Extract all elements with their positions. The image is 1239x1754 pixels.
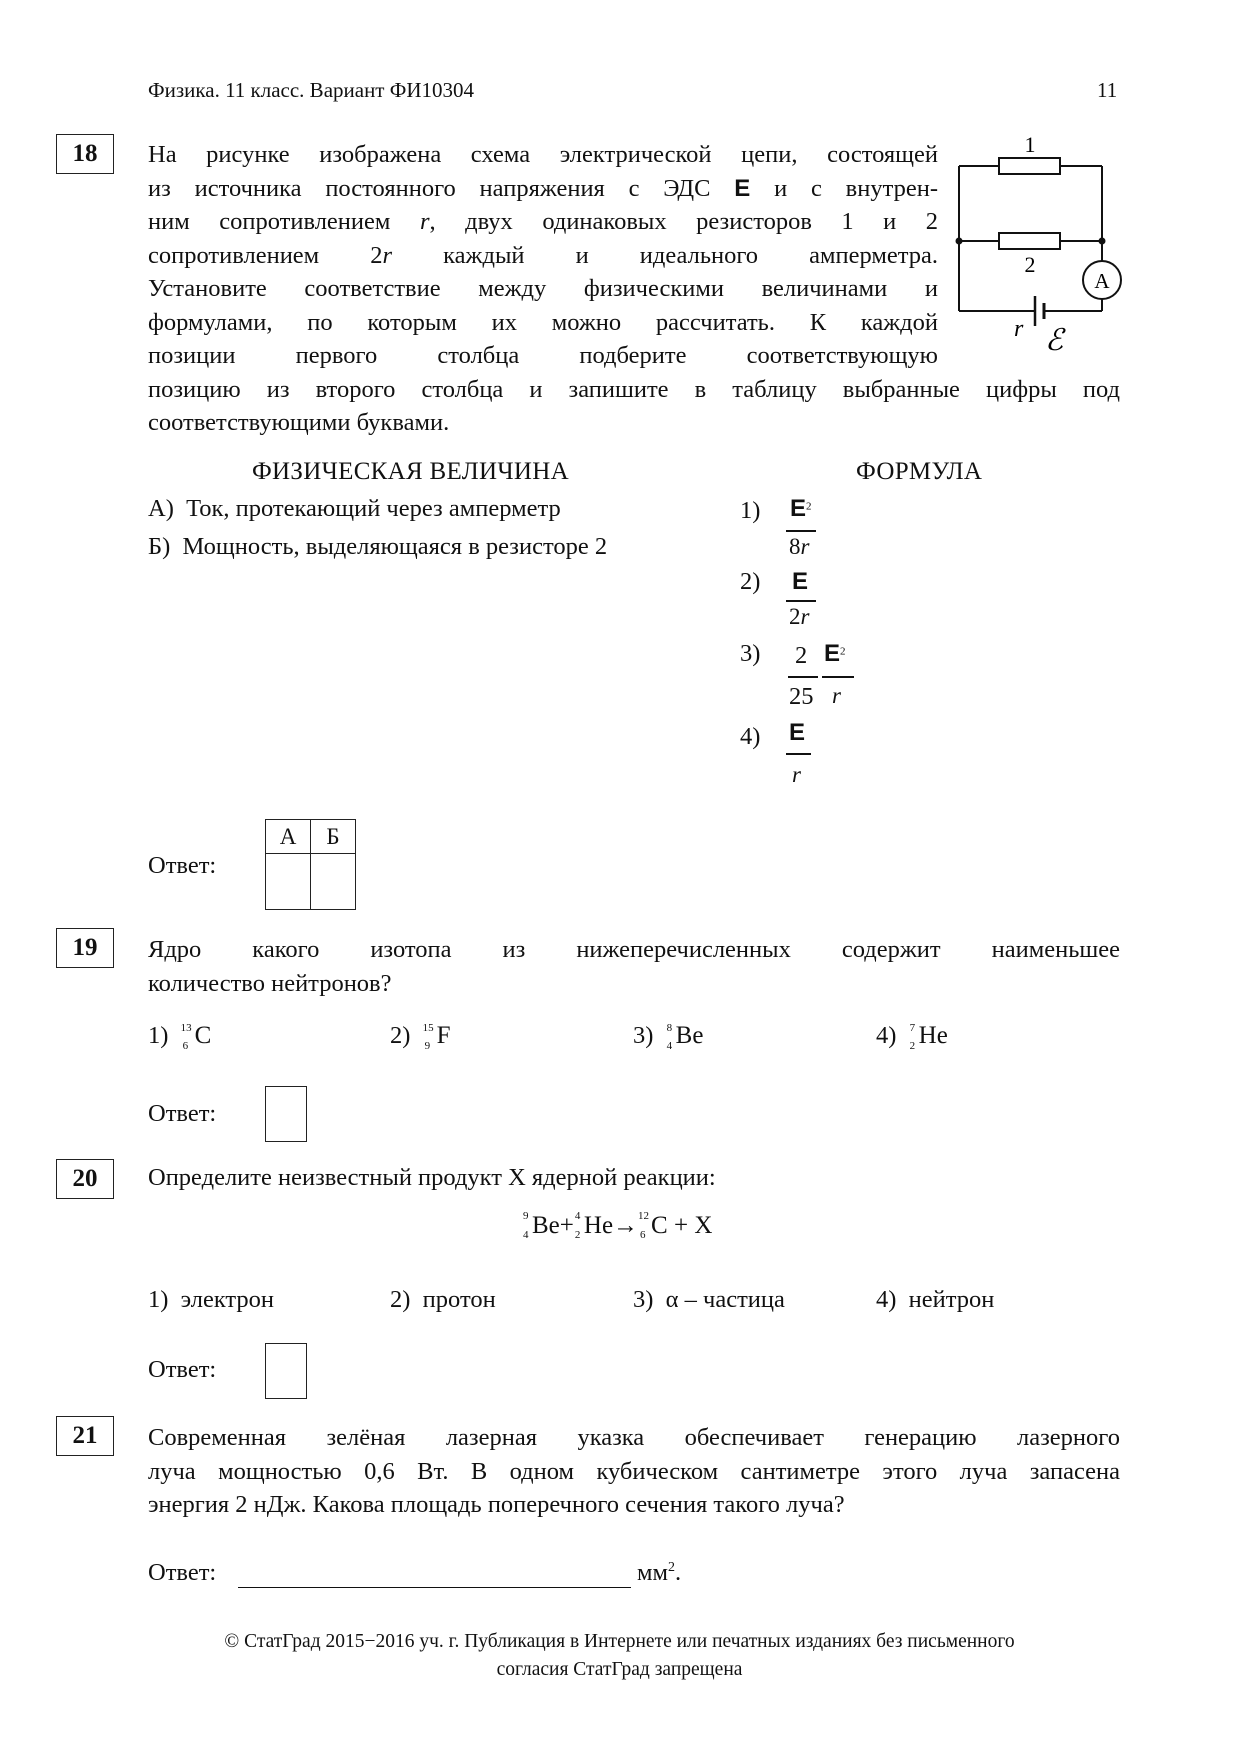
answer-col-b-head: Б — [311, 820, 356, 854]
formula-1-denominator: 8r — [789, 534, 810, 559]
formula-4-label: 4) — [740, 723, 761, 750]
question-20-number: 20 — [56, 1159, 114, 1199]
answer-col-a-head: А — [266, 820, 311, 854]
page-number: 11 — [1097, 78, 1118, 102]
nuclear-reaction: 9 4 Be+ 4 2 He→ 12 6 C + X — [523, 1210, 713, 1241]
q19-option-2: 2) 15 9 F — [390, 1022, 451, 1052]
q21-line-1: Современная зелёная лазерная указка обеспечивает генерацию лазерного — [148, 1424, 1120, 1451]
q18-line-2: из источника постоянного напряжения с ЭДС E и с внутрен- — [148, 174, 938, 202]
question-19-text — [148, 933, 1120, 1000]
q20-option-1: 1) электрон — [148, 1286, 275, 1313]
internal-resistance-label: r — [1014, 316, 1024, 342]
question-21-text — [148, 1421, 1120, 1522]
q18-line-3: ним сопротивлением r, двух одинаковых резисторов 1 и 2 — [148, 208, 939, 235]
q19-answer-label: Ответ: — [148, 1100, 217, 1127]
q19-option-3: 3) 8 4 Be — [633, 1022, 704, 1052]
question-18-number: 18 — [56, 134, 114, 174]
q21-answer-label: Ответ: — [148, 1559, 217, 1586]
column-formula-heading: ФОРМУЛА — [856, 458, 983, 485]
q18-line-1: На рисунке изображена схема электрической цепи, состоящей — [148, 141, 938, 168]
formula-4-denominator: r — [792, 762, 801, 787]
footer-line-2: согласия СтатГрад запрещена — [496, 1659, 743, 1680]
formula-1-line — [786, 530, 816, 532]
q18-line-7: позиции первого столбца подберите соответствующую — [148, 342, 938, 369]
q21-line-2: луча мощностью 0,6 Вт. В одном кубическом сантиметре этого луча запасена — [148, 1457, 1120, 1485]
formula-3-numerator: $E^2$ — [824, 640, 846, 667]
page-header-title: Физика. 11 класс. Вариант ФИ10304 — [148, 78, 474, 102]
formula-3-coef-denominator: 25 — [789, 683, 814, 710]
ammeter-label: A — [1094, 269, 1110, 293]
emf-label: ℰ — [1045, 324, 1064, 357]
question-19-number: 19 — [56, 928, 114, 968]
answer-cell-b[interactable] — [311, 854, 356, 910]
formula-3-line — [822, 676, 854, 678]
resistor-1 — [999, 158, 1060, 174]
formula-2-label: 2) — [740, 568, 761, 595]
formula-1-numerator: $E^2$ — [790, 495, 812, 522]
q18-line-6: формулами, по которым их можно рассчитать. К каждой — [148, 308, 938, 336]
formula-1-label: 1) — [740, 497, 761, 524]
q21-answer-unit: $мм^2$. — [637, 1559, 682, 1586]
q19-option-1: 1) 13 6 C — [148, 1022, 212, 1052]
q18-line-4: сопротивлением 2r каждый и идеального амперметра. — [148, 241, 939, 269]
q20-answer-box[interactable] — [265, 1343, 307, 1399]
q18-line-8: позицию из второго столбца и запишите в таблицу выбранные цифры под — [148, 375, 1120, 403]
q21-line-3: энергия 2 нДж. Какова площадь поперечного сечения такого луча? — [148, 1491, 845, 1518]
resistor-1-label: 1 — [1024, 132, 1036, 157]
formula-2-numerator: E — [792, 568, 809, 595]
q19-option-4: 4) 7 2 He — [876, 1022, 948, 1052]
quantity-a: А) Ток, протекающий через амперметр — [148, 495, 561, 522]
q18-line-5: Установите соответствие между физическими величинами и — [148, 275, 938, 302]
column-quantity-heading: ФИЗИЧЕСКАЯ ВЕЛИЧИНА — [252, 458, 569, 485]
footer-line-1: © СтатГрад 2015−2016 уч. г. Публикация в Интернете или печатных изданиях без письменного — [224, 1631, 1015, 1652]
q19-line-1: Ядро какого изотопа из нижеперечисленных содержит наименьшее — [148, 936, 1120, 963]
resistor-2 — [999, 233, 1060, 249]
formula-3-coef-line — [788, 676, 818, 678]
q18-answer-label: Ответ: — [148, 852, 217, 879]
quantity-b: Б) Мощность, выделяющаяся в резисторе 2 — [148, 533, 608, 560]
formula-4-numerator: E — [789, 719, 806, 746]
question-21-number: 21 — [56, 1416, 114, 1456]
answer-cell-a[interactable] — [266, 854, 311, 910]
q19-answer-box[interactable] — [265, 1086, 307, 1142]
formula-3-denominator: r — [832, 683, 841, 708]
formula-3-label: 3) — [740, 640, 761, 667]
circuit-diagram — [950, 128, 1130, 358]
q20-option-4: 4) нейтрон — [876, 1286, 995, 1313]
resistor-2-label: 2 — [1024, 252, 1036, 277]
question-18-text — [148, 138, 938, 373]
question-20-text: Определите неизвестный продукт X ядерной реакции: — [148, 1164, 716, 1191]
q18-line-9: соответствующими буквами. — [148, 409, 450, 436]
formula-2-line — [786, 600, 816, 602]
q20-option-3: 3) α – частица — [633, 1286, 785, 1313]
q20-option-2: 2) протон — [390, 1286, 496, 1313]
formula-3-coef-numerator: 2 — [795, 642, 808, 669]
q19-line-2: количество нейтронов? — [148, 969, 392, 997]
emf-symbol: E — [734, 174, 751, 202]
q18-answer-table — [265, 819, 356, 910]
q20-answer-label: Ответ: — [148, 1356, 217, 1383]
formula-2-denominator: 2r — [789, 604, 810, 629]
formula-4-line — [786, 753, 811, 755]
q21-answer-line[interactable] — [238, 1587, 631, 1588]
